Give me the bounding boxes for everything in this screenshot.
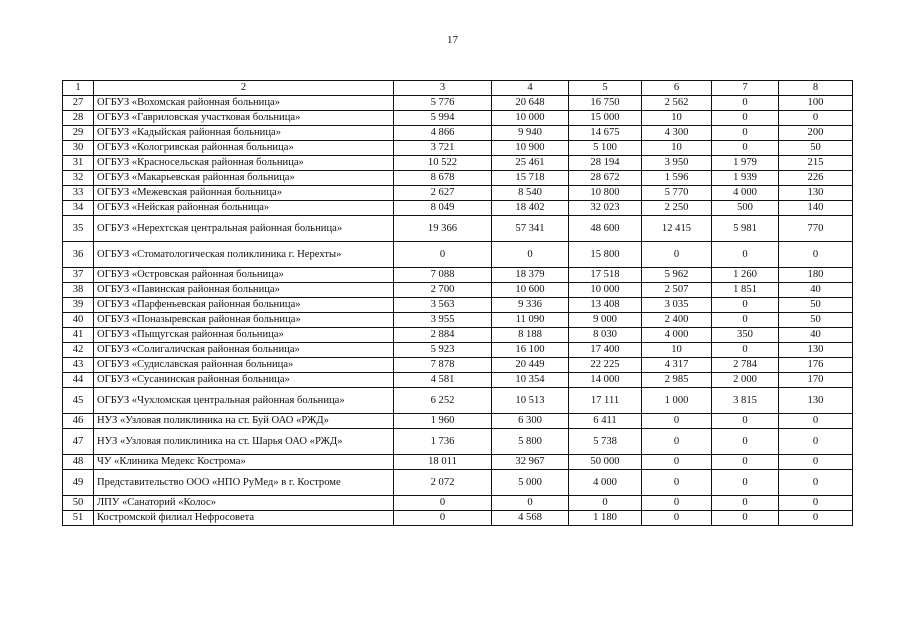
- value-cell-c7: 1 979: [712, 156, 779, 171]
- row-number: 50: [63, 496, 94, 511]
- column-header: 1: [63, 81, 94, 96]
- value-cell-c7: 2 000: [712, 373, 779, 388]
- value-cell-c7: 1 260: [712, 268, 779, 283]
- row-number: 51: [63, 511, 94, 526]
- value-cell-c6: 4 317: [642, 358, 712, 373]
- value-cell-c8: 176: [779, 358, 853, 373]
- row-number: 28: [63, 111, 94, 126]
- value-cell-c3: 2 884: [394, 328, 492, 343]
- value-cell-c5: 6 411: [569, 414, 642, 429]
- value-cell-c7: 500: [712, 201, 779, 216]
- row-number: 37: [63, 268, 94, 283]
- value-cell-c6: 5 962: [642, 268, 712, 283]
- institution-name: ОГБУЗ «Поназыревская районная больница»: [94, 313, 394, 328]
- row-number: 47: [63, 429, 94, 455]
- institution-name: ОГБУЗ «Нейская районная больница»: [94, 201, 394, 216]
- row-number: 46: [63, 414, 94, 429]
- value-cell-c3: 3 955: [394, 313, 492, 328]
- value-cell-c7: 0: [712, 496, 779, 511]
- value-cell-c3: 4 866: [394, 126, 492, 141]
- table-row: [63, 126, 853, 141]
- institution-name: ОГБУЗ «Красносельская районная больница»: [94, 156, 394, 171]
- institution-name: ОГБУЗ «Павинская районная больница»: [94, 283, 394, 298]
- value-cell-c8: 180: [779, 268, 853, 283]
- value-cell-c6: 1 000: [642, 388, 712, 414]
- value-cell-c7: 0: [712, 455, 779, 470]
- value-cell-c6: 0: [642, 429, 712, 455]
- value-cell-c8: 130: [779, 388, 853, 414]
- table-row: [63, 283, 853, 298]
- value-cell-c4: 8 188: [492, 328, 569, 343]
- value-cell-c4: 0: [492, 242, 569, 268]
- value-cell-c5: 17 111: [569, 388, 642, 414]
- value-cell-c6: 2 250: [642, 201, 712, 216]
- value-cell-c3: 5 923: [394, 343, 492, 358]
- value-cell-c3: 7 878: [394, 358, 492, 373]
- table-header-row: [63, 81, 853, 96]
- value-cell-c5: 32 023: [569, 201, 642, 216]
- value-cell-c8: 215: [779, 156, 853, 171]
- value-cell-c4: 16 100: [492, 343, 569, 358]
- institution-name: ОГБУЗ «Пыщугская районная больница»: [94, 328, 394, 343]
- row-number: 33: [63, 186, 94, 201]
- value-cell-c4: 18 402: [492, 201, 569, 216]
- row-number: 35: [63, 216, 94, 242]
- table-row: [63, 455, 853, 470]
- value-cell-c7: 0: [712, 429, 779, 455]
- value-cell-c4: 5 000: [492, 470, 569, 496]
- table-row: [63, 111, 853, 126]
- value-cell-c3: 0: [394, 496, 492, 511]
- value-cell-c3: 10 522: [394, 156, 492, 171]
- value-cell-c4: 8 540: [492, 186, 569, 201]
- value-cell-c5: 22 225: [569, 358, 642, 373]
- value-cell-c4: 10 000: [492, 111, 569, 126]
- value-cell-c5: 4 000: [569, 470, 642, 496]
- institution-name: ОГБУЗ «Кадыйская районная больница»: [94, 126, 394, 141]
- value-cell-c5: 28 194: [569, 156, 642, 171]
- value-cell-c8: 50: [779, 298, 853, 313]
- value-cell-c6: 2 507: [642, 283, 712, 298]
- institution-name: ЧУ «Клиника Медекс Кострома»: [94, 455, 394, 470]
- institution-name: ОГБУЗ «Макарьевская районная больница»: [94, 171, 394, 186]
- value-cell-c6: 12 415: [642, 216, 712, 242]
- value-cell-c5: 14 675: [569, 126, 642, 141]
- row-number: 43: [63, 358, 94, 373]
- value-cell-c8: 0: [779, 242, 853, 268]
- value-cell-c3: 5 994: [394, 111, 492, 126]
- value-cell-c6: 4 000: [642, 328, 712, 343]
- value-cell-c8: 0: [779, 470, 853, 496]
- row-number: 45: [63, 388, 94, 414]
- value-cell-c6: 1 596: [642, 171, 712, 186]
- value-cell-c6: 4 300: [642, 126, 712, 141]
- value-cell-c5: 1 180: [569, 511, 642, 526]
- value-cell-c8: 130: [779, 186, 853, 201]
- value-cell-c5: 50 000: [569, 455, 642, 470]
- value-cell-c7: 1 939: [712, 171, 779, 186]
- value-cell-c4: 20 449: [492, 358, 569, 373]
- value-cell-c6: 2 985: [642, 373, 712, 388]
- value-cell-c5: 5 738: [569, 429, 642, 455]
- value-cell-c3: 2 627: [394, 186, 492, 201]
- table-row: [63, 388, 853, 414]
- value-cell-c8: 100: [779, 96, 853, 111]
- table-row: [63, 298, 853, 313]
- value-cell-c8: 140: [779, 201, 853, 216]
- institution-name: НУЗ «Узловая поликлиника на ст. Буй ОАО «РЖД»: [94, 414, 394, 429]
- value-cell-c7: 0: [712, 141, 779, 156]
- value-cell-c5: 16 750: [569, 96, 642, 111]
- value-cell-c3: 5 776: [394, 96, 492, 111]
- value-cell-c8: 0: [779, 511, 853, 526]
- value-cell-c8: 0: [779, 414, 853, 429]
- table-row: [63, 141, 853, 156]
- column-header: 7: [712, 81, 779, 96]
- table-row: [63, 373, 853, 388]
- row-number: 36: [63, 242, 94, 268]
- value-cell-c8: 0: [779, 429, 853, 455]
- value-cell-c8: 770: [779, 216, 853, 242]
- column-header: 4: [492, 81, 569, 96]
- table-body: [63, 96, 853, 526]
- table-row: [63, 343, 853, 358]
- row-number: 44: [63, 373, 94, 388]
- value-cell-c7: 0: [712, 242, 779, 268]
- value-cell-c3: 18 011: [394, 455, 492, 470]
- value-cell-c5: 48 600: [569, 216, 642, 242]
- column-header: 2: [94, 81, 394, 96]
- value-cell-c7: 0: [712, 470, 779, 496]
- column-header: 3: [394, 81, 492, 96]
- value-cell-c8: 0: [779, 455, 853, 470]
- row-number: 31: [63, 156, 94, 171]
- value-cell-c7: 3 815: [712, 388, 779, 414]
- value-cell-c3: 3 563: [394, 298, 492, 313]
- value-cell-c5: 10 800: [569, 186, 642, 201]
- value-cell-c7: 5 981: [712, 216, 779, 242]
- table-row: [63, 156, 853, 171]
- value-cell-c4: 0: [492, 496, 569, 511]
- page-number: 17: [447, 34, 458, 46]
- table-row: [63, 470, 853, 496]
- value-cell-c4: 18 379: [492, 268, 569, 283]
- value-cell-c4: 6 300: [492, 414, 569, 429]
- value-cell-c5: 15 000: [569, 111, 642, 126]
- table-row: [63, 242, 853, 268]
- row-number: 30: [63, 141, 94, 156]
- value-cell-c4: 9 336: [492, 298, 569, 313]
- value-cell-c7: 0: [712, 313, 779, 328]
- value-cell-c5: 17 400: [569, 343, 642, 358]
- table-row: [63, 358, 853, 373]
- value-cell-c4: 5 800: [492, 429, 569, 455]
- table-row: [63, 96, 853, 111]
- column-header: 8: [779, 81, 853, 96]
- value-cell-c7: 1 851: [712, 283, 779, 298]
- value-cell-c6: 0: [642, 455, 712, 470]
- value-cell-c7: 350: [712, 328, 779, 343]
- row-number: 41: [63, 328, 94, 343]
- institution-name: ОГБУЗ «Кологривская районная больница»: [94, 141, 394, 156]
- value-cell-c5: 8 030: [569, 328, 642, 343]
- table-row: [63, 496, 853, 511]
- value-cell-c6: 0: [642, 242, 712, 268]
- value-cell-c8: 50: [779, 313, 853, 328]
- institution-name: ОГБУЗ «Вохомская районная больница»: [94, 96, 394, 111]
- value-cell-c5: 14 000: [569, 373, 642, 388]
- value-cell-c6: 0: [642, 470, 712, 496]
- value-cell-c6: 0: [642, 414, 712, 429]
- value-cell-c3: 7 088: [394, 268, 492, 283]
- value-cell-c3: 0: [394, 511, 492, 526]
- value-cell-c3: 6 252: [394, 388, 492, 414]
- value-cell-c6: 10: [642, 111, 712, 126]
- table-row: [63, 216, 853, 242]
- value-cell-c8: 200: [779, 126, 853, 141]
- value-cell-c8: 0: [779, 111, 853, 126]
- value-cell-c8: 50: [779, 141, 853, 156]
- value-cell-c3: 4 581: [394, 373, 492, 388]
- institution-name: ОГБУЗ «Нерехтская центральная районная больница»: [94, 216, 394, 242]
- value-cell-c4: 25 461: [492, 156, 569, 171]
- value-cell-c5: 5 100: [569, 141, 642, 156]
- institution-name: ОГБУЗ «Межевская районная больница»: [94, 186, 394, 201]
- value-cell-c3: 19 366: [394, 216, 492, 242]
- value-cell-c5: 10 000: [569, 283, 642, 298]
- row-number: 27: [63, 96, 94, 111]
- value-cell-c4: 10 513: [492, 388, 569, 414]
- value-cell-c3: 1 736: [394, 429, 492, 455]
- value-cell-c6: 10: [642, 343, 712, 358]
- value-cell-c5: 17 518: [569, 268, 642, 283]
- institution-name: ОГБУЗ «Островская районная больница»: [94, 268, 394, 283]
- value-cell-c4: 32 967: [492, 455, 569, 470]
- table-row: [63, 414, 853, 429]
- value-cell-c8: 40: [779, 328, 853, 343]
- table-row: [63, 313, 853, 328]
- value-cell-c6: 5 770: [642, 186, 712, 201]
- value-cell-c7: 0: [712, 96, 779, 111]
- value-cell-c4: 11 090: [492, 313, 569, 328]
- row-number: 39: [63, 298, 94, 313]
- value-cell-c5: 28 672: [569, 171, 642, 186]
- value-cell-c5: 15 800: [569, 242, 642, 268]
- value-cell-c4: 10 600: [492, 283, 569, 298]
- row-number: 38: [63, 283, 94, 298]
- row-number: 34: [63, 201, 94, 216]
- row-number: 48: [63, 455, 94, 470]
- data-table: [62, 80, 853, 526]
- value-cell-c6: 3 035: [642, 298, 712, 313]
- value-cell-c4: 9 940: [492, 126, 569, 141]
- table-row: [63, 186, 853, 201]
- value-cell-c3: 2 072: [394, 470, 492, 496]
- value-cell-c3: 1 960: [394, 414, 492, 429]
- value-cell-c8: 40: [779, 283, 853, 298]
- value-cell-c7: 0: [712, 343, 779, 358]
- value-cell-c6: 3 950: [642, 156, 712, 171]
- value-cell-c5: 9 000: [569, 313, 642, 328]
- value-cell-c6: 0: [642, 511, 712, 526]
- table-row: [63, 268, 853, 283]
- value-cell-c4: 10 354: [492, 373, 569, 388]
- row-number: 49: [63, 470, 94, 496]
- row-number: 29: [63, 126, 94, 141]
- value-cell-c8: 0: [779, 496, 853, 511]
- value-cell-c4: 10 900: [492, 141, 569, 156]
- value-cell-c3: 3 721: [394, 141, 492, 156]
- table-row: [63, 328, 853, 343]
- institution-name: ОГБУЗ «Стоматологическая поликлиника г. Нерехты»: [94, 242, 394, 268]
- value-cell-c3: 8 049: [394, 201, 492, 216]
- value-cell-c7: 0: [712, 111, 779, 126]
- value-cell-c4: 4 568: [492, 511, 569, 526]
- value-cell-c6: 0: [642, 496, 712, 511]
- institution-name: ОГБУЗ «Гавриловская участковая больница»: [94, 111, 394, 126]
- value-cell-c4: 20 648: [492, 96, 569, 111]
- institution-name: Представительство ООО «НПО РуМед» в г. Костроме: [94, 470, 394, 496]
- row-number: 32: [63, 171, 94, 186]
- value-cell-c6: 2 562: [642, 96, 712, 111]
- value-cell-c4: 57 341: [492, 216, 569, 242]
- value-cell-c6: 2 400: [642, 313, 712, 328]
- table-row: [63, 429, 853, 455]
- value-cell-c7: 2 784: [712, 358, 779, 373]
- institution-name: ОГБУЗ «Судиславская районная больница»: [94, 358, 394, 373]
- value-cell-c3: 2 700: [394, 283, 492, 298]
- institution-name: ОГБУЗ «Солигаличская районная больница»: [94, 343, 394, 358]
- value-cell-c7: 0: [712, 511, 779, 526]
- institution-name: ОГБУЗ «Чухломская центральная районная больница»: [94, 388, 394, 414]
- table-row: [63, 201, 853, 216]
- value-cell-c3: 8 678: [394, 171, 492, 186]
- institution-name: Костромской филиал Нефросовета: [94, 511, 394, 526]
- value-cell-c8: 170: [779, 373, 853, 388]
- table-row: [63, 171, 853, 186]
- value-cell-c7: 0: [712, 414, 779, 429]
- value-cell-c5: 13 408: [569, 298, 642, 313]
- value-cell-c7: 4 000: [712, 186, 779, 201]
- value-cell-c5: 0: [569, 496, 642, 511]
- value-cell-c4: 15 718: [492, 171, 569, 186]
- institution-name: ЛПУ «Санаторий «Колос»: [94, 496, 394, 511]
- value-cell-c3: 0: [394, 242, 492, 268]
- value-cell-c8: 226: [779, 171, 853, 186]
- institution-name: НУЗ «Узловая поликлиника на ст. Шарья ОАО «РЖД»: [94, 429, 394, 455]
- column-header: 5: [569, 81, 642, 96]
- value-cell-c7: 0: [712, 126, 779, 141]
- value-cell-c6: 10: [642, 141, 712, 156]
- table-row: [63, 511, 853, 526]
- value-cell-c8: 130: [779, 343, 853, 358]
- value-cell-c7: 0: [712, 298, 779, 313]
- column-header: 6: [642, 81, 712, 96]
- institution-name: ОГБУЗ «Сусанинская районная больница»: [94, 373, 394, 388]
- institution-name: ОГБУЗ «Парфеньевская районная больница»: [94, 298, 394, 313]
- row-number: 40: [63, 313, 94, 328]
- row-number: 42: [63, 343, 94, 358]
